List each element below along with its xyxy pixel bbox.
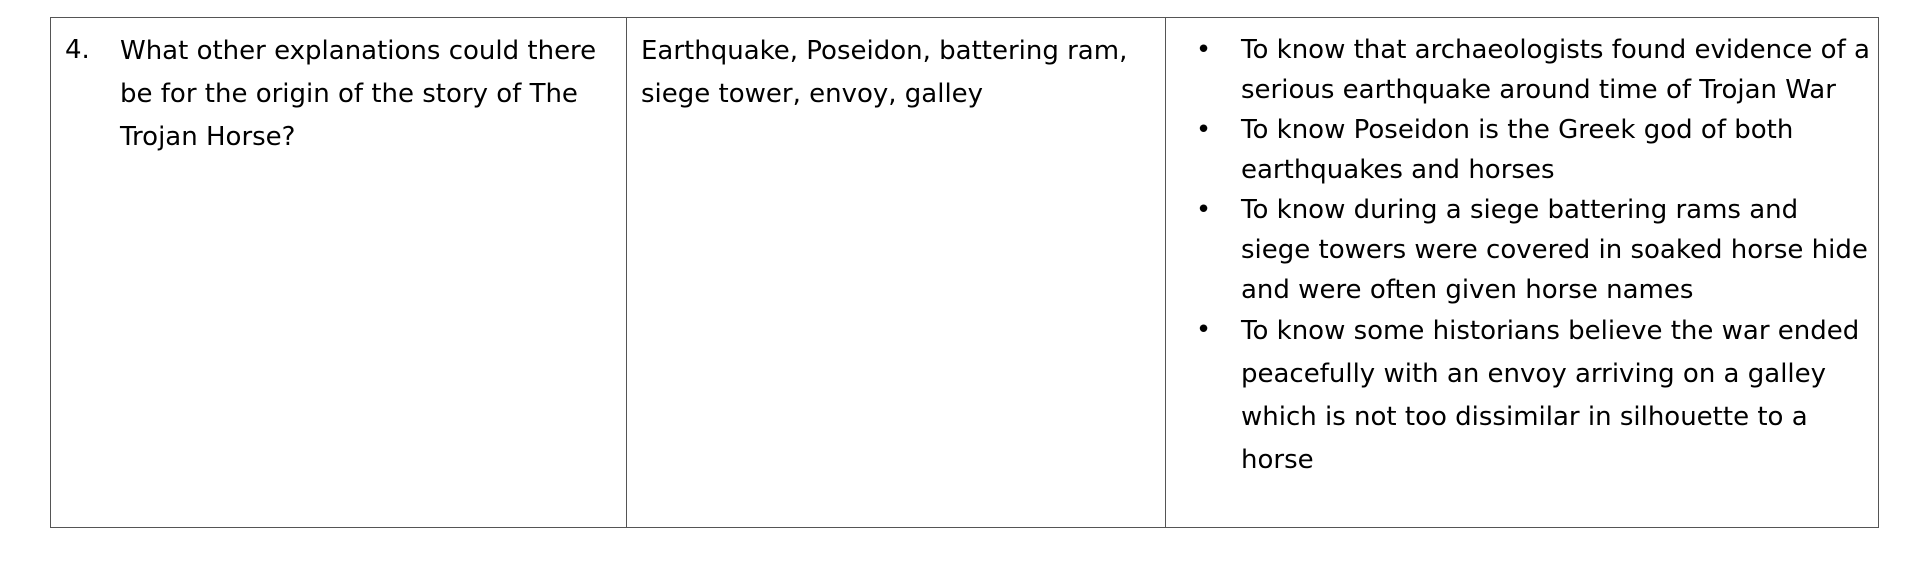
list-item [1166, 310, 1870, 482]
table-row [51, 18, 1879, 528]
outcome-text: To know during a siege battering rams and siege towers were covered in soaked horse hide and were often given horse names [1241, 195, 1868, 305]
bullet-icon: • [1195, 195, 1212, 225]
vocabulary-cell [627, 18, 1166, 528]
outcomes-list [1166, 18, 1878, 482]
outcome-text: To know Poseidon is the Greek god of both earthquakes and horses [1241, 115, 1794, 185]
question-cell [51, 18, 627, 528]
list-item [1166, 110, 1870, 190]
bullet-icon: • [1195, 35, 1212, 65]
list-item [1166, 190, 1870, 310]
vocabulary-text: Earthquake, Poseidon, battering ram, siege tower, envoy, galley [641, 36, 1128, 109]
bullet-icon: • [1195, 315, 1212, 345]
outcome-text: To know some historians believe the war ended peacefully with an envoy arriving on a galley which is not too dissimilar in silhouette to a horse [1241, 316, 1860, 475]
bullet-icon: • [1195, 115, 1212, 145]
question-wrap [51, 18, 626, 159]
question-number: 4. [65, 35, 90, 65]
question-text: What other explanations could there be for the origin of the story of The Trojan Horse? [120, 36, 597, 152]
outcome-text: To know that archaeologists found evidence of a serious earthquake around time of Trojan War [1241, 35, 1870, 105]
list-item [1166, 30, 1870, 110]
outcomes-cell [1166, 18, 1879, 528]
lesson-table [50, 17, 1879, 528]
